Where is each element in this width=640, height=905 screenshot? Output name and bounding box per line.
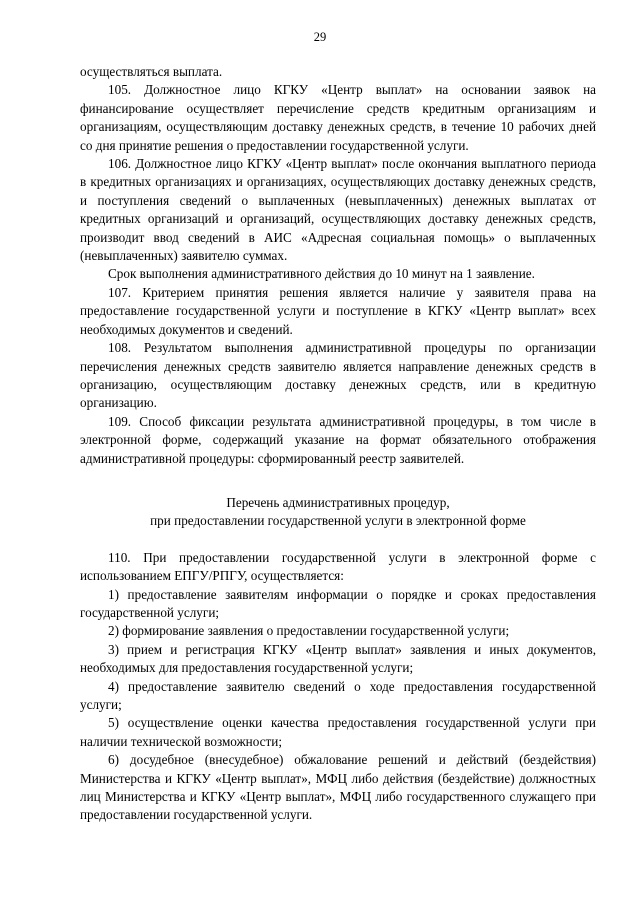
paragraph-108: 108. Результатом выполнения административной процедуры по организации перечисления денежных средств заявителю является направление денежных средств в организацию, осуществляющим доставку денежных средств, или в кредитную организацию. [80,340,596,411]
section-heading [80,494,596,531]
list-item-2: 2) формирование заявления о предоставлении государственной услуги; [108,623,510,639]
paragraph-continuation: осуществляться выплата. [80,64,223,79]
list-item-6: 6) досудебное (внесудебное) обжалование решений и действий (бездействия) Министерства и КГКУ «Центр выплат», МФЦ либо действия (бездействие) должностных лиц Министерства и КГКУ «Центр выплат», МФЦ либо государственного служащего при предоставлении государственной услуги. [80,752,596,823]
section-heading-line2: при предоставлении государственной услуги в электронной форме [150,513,526,529]
section-heading-line1: Перечень административных процедур, [226,494,450,510]
list-item-4: 4) предоставление заявителю сведений о ходе предоставления государственной услуги; [80,678,596,712]
paragraph-105: 105. Должностное лицо КГКУ «Центр выплат» на основании заявок на финансирование осуществляет перечисление средств кредитным организациям и организациям, осуществляющим доставку денежных средств, в течение 10 рабочих дней со дня принятие решения о предоставлении государственной услуги. [80,82,596,153]
paragraph-109: 109. Способ фиксации результата административной процедуры, в том числе в электронной форме, содержащий указание на формат обязательного отображения административной процедуры: сформированный реестр заявителей. [80,413,596,466]
document-body [80,63,596,825]
paragraph-106: 106. Должностное лицо КГКУ «Центр выплат» после окончания выплатного периода в кредитных организациях и организациях, осуществляющих доставку денежных средств, и поступления сведений о выплаченных (невыплаченных) денежных выплатах от кредитных организаций и организаций, осуществляющих доставку денежных средств, производит ввод сведений в АИС «Адресная социальная помощь» о выплаченных (невыплаченных) заявителю суммах. [80,156,596,264]
page-number: 29 [313,30,327,44]
paragraph-time-limit: Срок выполнения административного действия до 10 минут на 1 заявление. [108,266,535,282]
paragraph-107: 107. Критерием принятия решения является наличие у заявителя права на предоставление государственной услуги и поступление в КГКУ «Центр выплат» всех необходимых документов и сведений. [80,284,596,337]
list-item-5: 5) осуществление оценки качества предоставления государственной услуги при наличии технической возможности; [80,715,596,749]
paragraph-110: 110. При предоставлении государственной услуги в электронной форме с использованием ЕПГУ/РПГУ, осуществляется: [80,549,596,584]
list-item-1: 1) предоставление заявителям информации о порядке и сроках предоставления государственной услуги; [80,586,596,620]
list-item-3: 3) прием и регистрация КГКУ «Центр выплат» заявления и иных документов, необходимых для предоставления государственной услуги; [80,641,596,676]
